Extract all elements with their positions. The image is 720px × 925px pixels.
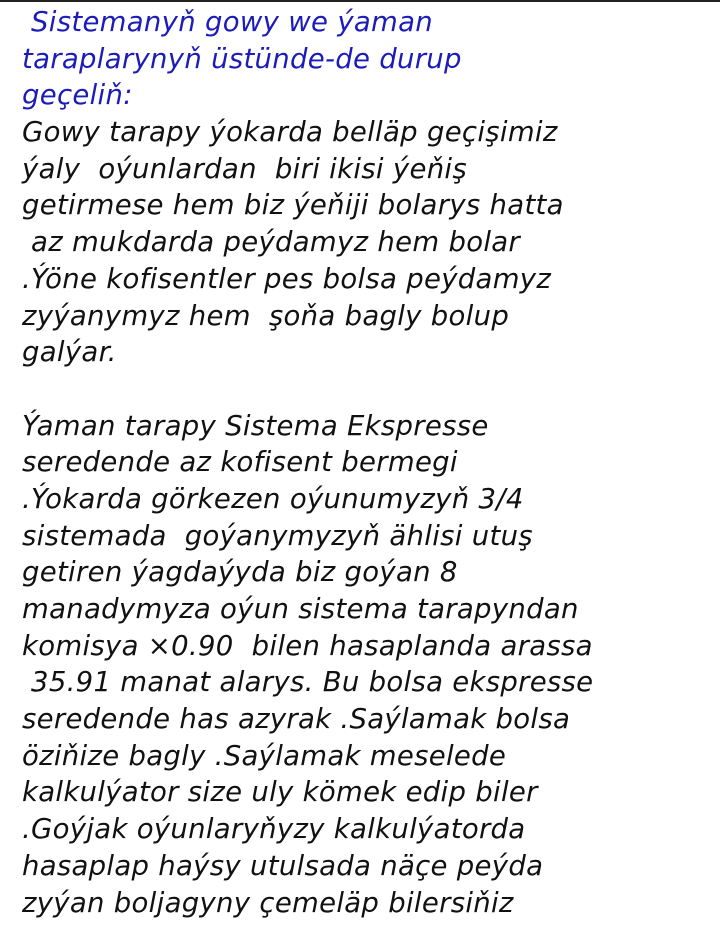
paragraph-advantages [22, 114, 712, 371]
paragraph-line: 35.91 manat alarys. Bu bolsa ekspresse [22, 666, 594, 699]
paragraph-line: kalkulýator size uly kömek edip biler [22, 776, 538, 809]
section-heading [22, 4, 712, 114]
paragraph-line: .Ýöne kofisentler pes bolsa peýdamyz [22, 262, 552, 295]
paragraph-line: komisya ×0.90 bilen hasaplanda arassa [22, 629, 593, 662]
paragraph-line: Gowy tarapy ýokarda belläp geçişimiz [22, 116, 558, 149]
paragraph-line: seredende az kofisent bermegi [22, 446, 458, 479]
paragraph-line: öziňize bagly .Saýlamak meselede [22, 739, 507, 772]
top-divider [0, 0, 720, 2]
paragraph-line: .Ýokarda görkezen oýunumyzyň 3/4 [22, 482, 524, 515]
paragraph-line: sistemada goýanymyzyň ählisi utuş [22, 519, 533, 552]
heading-line: taraplarynyň üstünde-de durup [22, 42, 462, 75]
paragraph-line: manadymyza oýun sistema tarapyndan [22, 593, 579, 625]
paragraph-line: zyýan boljagyny çemeläp bilersiňiz [22, 886, 514, 919]
paragraph-line: galýar. [22, 336, 117, 369]
document-body [22, 4, 712, 921]
paragraph-spacer [22, 371, 712, 408]
heading-line: Sistemanyň gowy we ýaman [22, 6, 434, 38]
paragraph-line: ýaly oýunlardan biri ikisi ýeňiş [22, 152, 467, 185]
paragraph-line: hasaplap haýsy utulsada näçe peýda [22, 849, 544, 882]
paragraph-line: .Goýjak oýunlaryňyzy kalkulýatorda [22, 813, 526, 846]
paragraph-disadvantages [22, 408, 712, 922]
paragraph-line: Ýaman tarapy Sistema Ekspresse [22, 409, 489, 442]
paragraph-line: az mukdarda peýdamyz hem bolar [22, 226, 521, 259]
paragraph-line: getiren ýagdaýyda biz goýan 8 [22, 556, 458, 589]
paragraph-line: zyýanymyz hem şoňa bagly bolup [22, 299, 510, 332]
paragraph-line: seredende has azyrak .Saýlamak bolsa [22, 703, 571, 736]
paragraph-line: getirmese hem biz ýeňiji bolarys hatta [22, 189, 564, 222]
heading-line: geçeliň: [22, 79, 133, 112]
